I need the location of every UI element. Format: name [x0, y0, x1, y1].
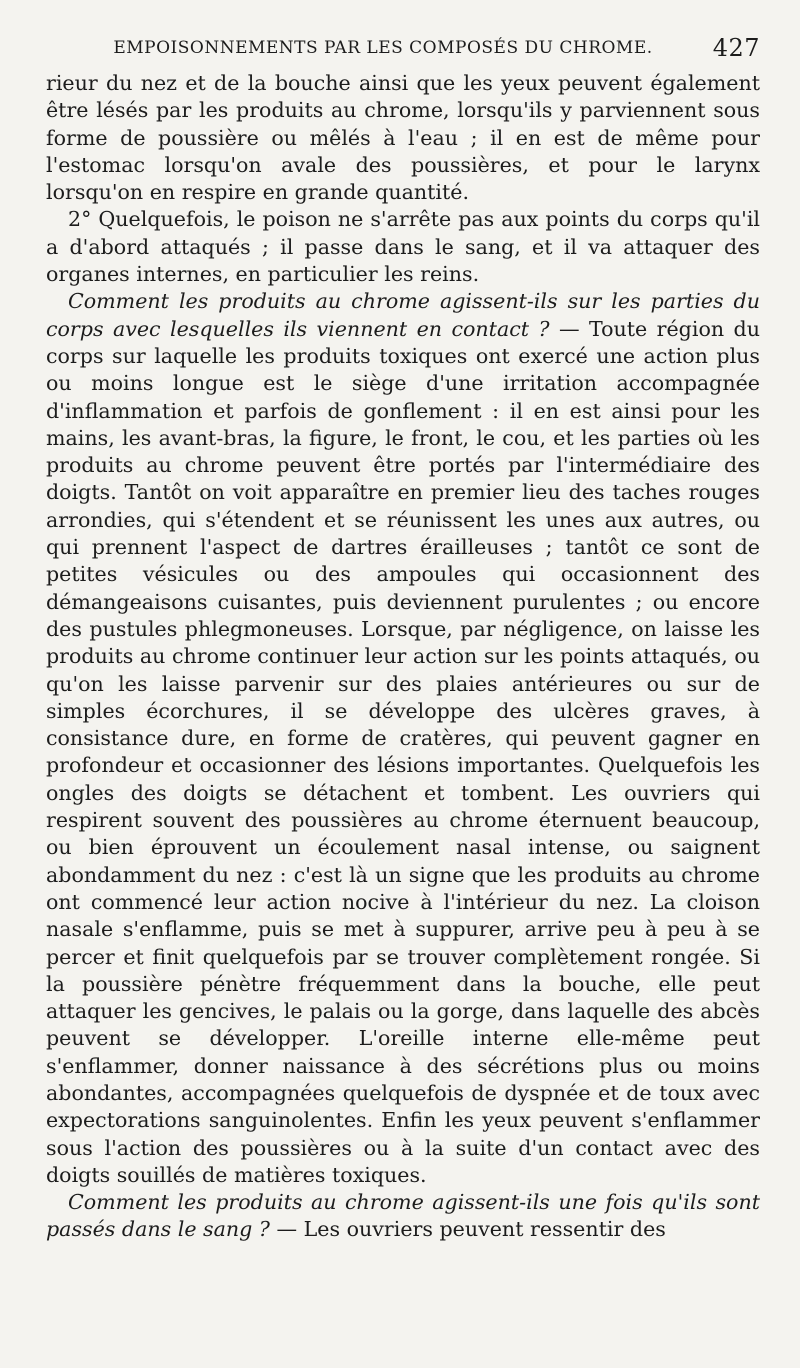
page-number: 427 — [712, 34, 760, 62]
running-header — [46, 28, 760, 68]
paragraph-3-question: Comment les produits au chrome agissent-ils sur les parties du corps avec lesquelles ils viennent en contact ? — [46, 289, 760, 341]
paragraph-2-text: 2° Quelquefois, le poison ne s'arrête pas aux points du corps qu'il a d'abord attaqués ; il passe dans le sang, et il va attaquer des organes internes, en particulier les reins. — [46, 207, 760, 287]
paragraph-4-question: Comment les produits au chrome agissent-ils une fois qu'ils sont passés dans le sang ? — [46, 1190, 760, 1242]
paragraph-1 — [46, 70, 760, 206]
paragraph-1-text: rieur du nez et de la bouche ainsi que les yeux peuvent également être lésés par les produits au chrome, lorsqu'ils y parviennent sous forme de poussière ou mêlés à l'eau ; il en est de même pour l'estomac lorsqu'on avale des poussières, et pour le larynx lorsqu'on en respire en grande quantité. — [46, 71, 760, 205]
running-title: EMPOISONNEMENTS PAR LES COMPOSÉS DU CHROME. — [113, 38, 653, 58]
body-text — [46, 70, 760, 1244]
paragraph-4-text: — Les ouvriers peuvent ressentir des — [269, 1217, 666, 1242]
paragraph-4 — [46, 1189, 760, 1244]
paragraph-3-text: — Toute région du corps sur laquelle les produits toxiques ont exercé une action plus ou moins longue est le siège d'une irritation accompagnée d'inflammation et parfois de gonflement : il en est ainsi pour les mains, les avant-bras, la figure, le front, le cou, et les parties où les produits au chrome peuvent être portés par l'intermédiaire des doigts. Tantôt on voit apparaître en premier lieu des taches rouges arrondies, qui s'étendent et se réunissent les unes aux autres, ou qui prennent l'aspect de dartres érailleuses ; tantôt ce sont de petites vésicules ou des ampoules qui occasionnent des démangeaisons cuisantes, puis deviennent purulentes ; ou encore des pustules phlegmoneuses. Lorsque, par négligence, on laisse les produits au chrome continuer leur action sur les points attaqués, ou qu'on les laisse parvenir sur des plaies antérieures ou sur de simples écorchures, il se développe des ulcères graves, à consistance dure, en forme de cratères, qui peuvent gagner en profondeur et occasionner des lésions importantes. Quelquefois les ongles des doigts se détachent et tombent. Les ouvriers qui respirent souvent des poussières au chrome éternuent beaucoup, ou bien éprouvent un écoulement nasal intense, ou saignent abondamment du nez : c'est là un signe que les produits au chrome ont commencé leur action nocive à l'intérieur du nez. La cloison nasale s'enflamme, puis se met à suppurer, arrive peu à peu à se percer et finit quelquefois par se trouver complètement rongée. Si la poussière pénètre fréquemment dans la bouche, elle peut attaquer les gencives, le palais ou la gorge, dans laquelle des abcès peuvent se développer. L'oreille interne elle-même peut s'enflammer, donner naissance à des sécrétions plus ou moins abondantes, accompagnées quelquefois de dyspnée et de toux avec expectorations sanguinolentes. Enfin les yeux peuvent s'enflammer sous l'action des poussières ou à la suite d'un contact avec des doigts souillés de matières toxiques. — [46, 316, 760, 1187]
paragraph-2 — [46, 206, 760, 288]
paragraph-3 — [46, 288, 760, 1189]
